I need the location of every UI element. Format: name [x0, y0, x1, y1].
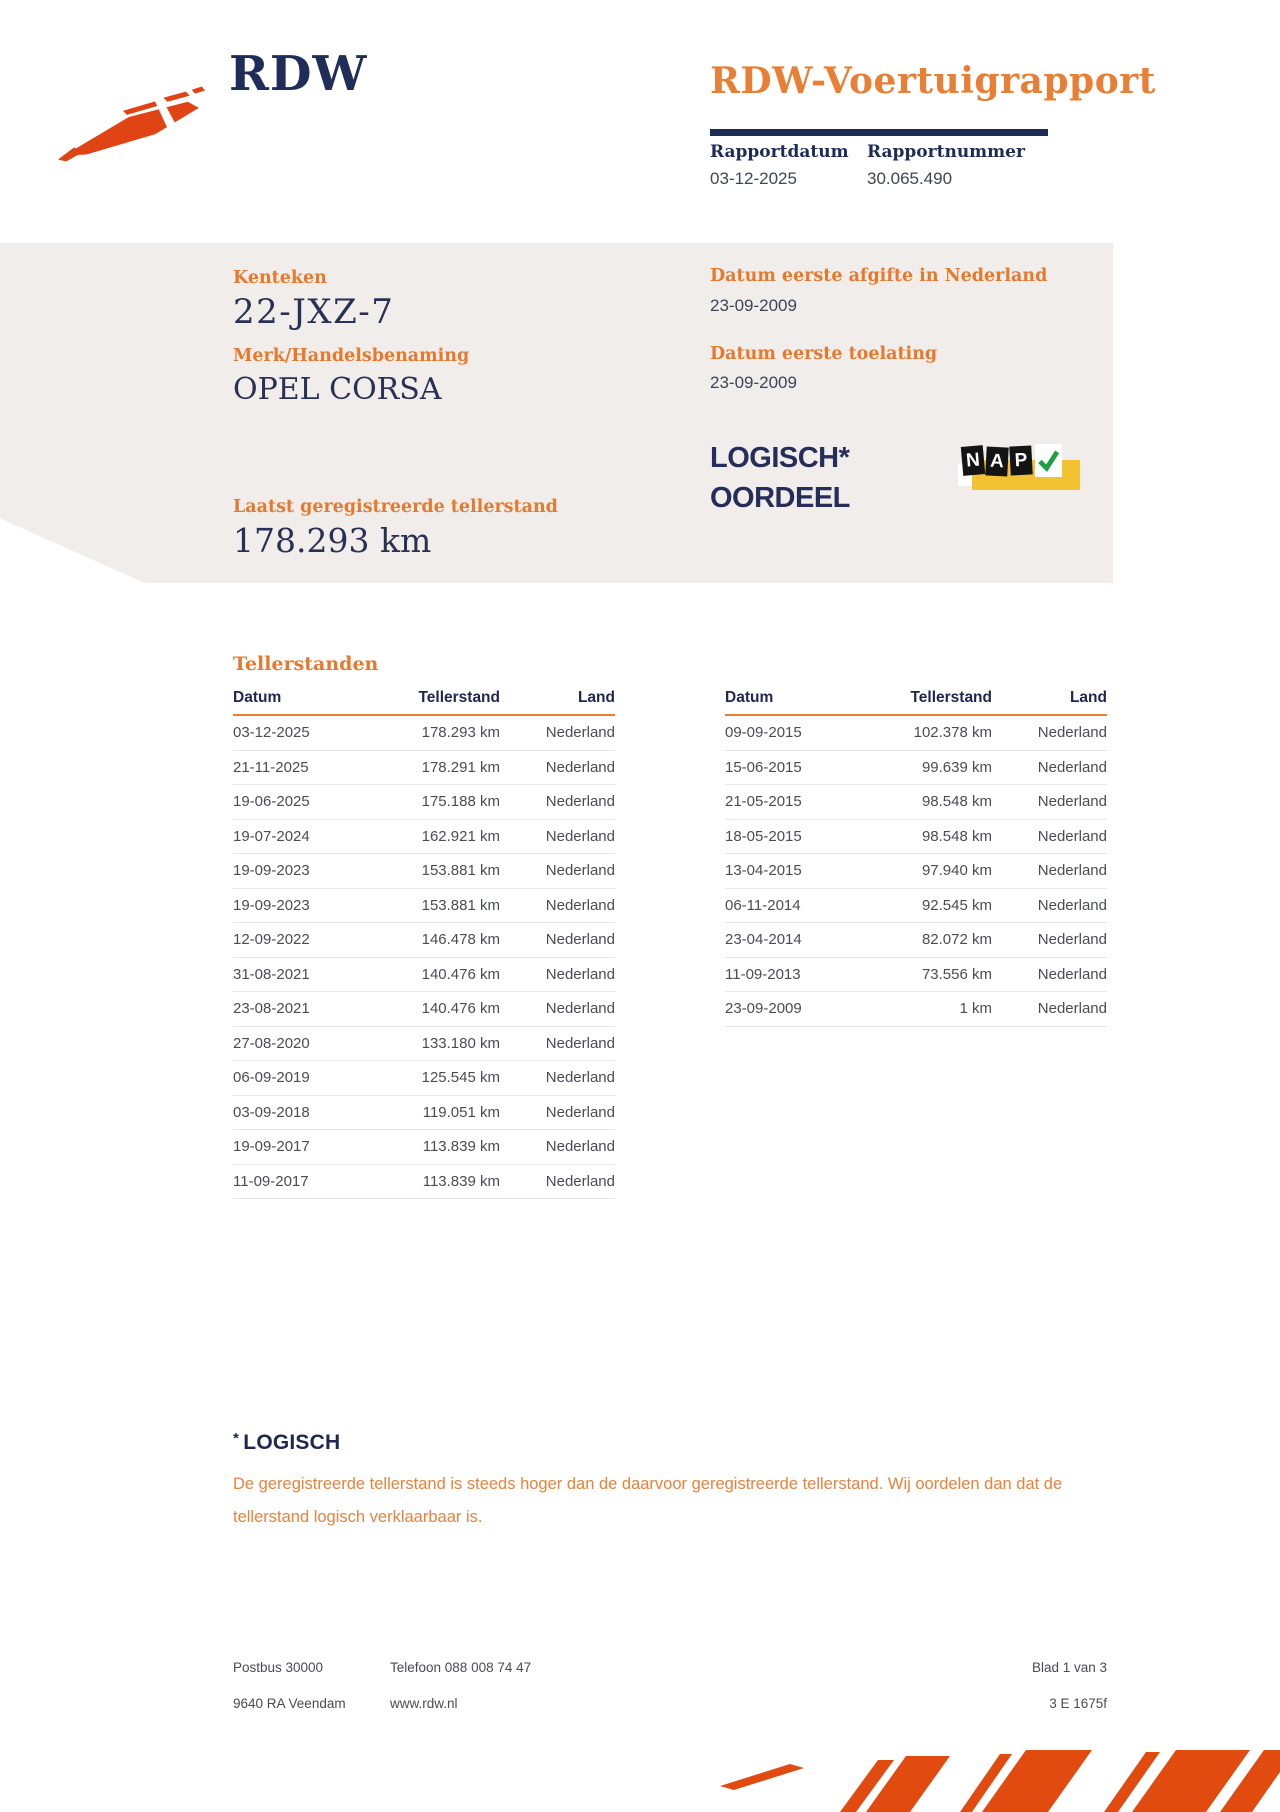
cell-datum: 11-09-2013: [725, 957, 865, 992]
cell-tellerstand: 178.293 km: [373, 715, 500, 750]
cell-land: Nederland: [500, 1164, 615, 1199]
table-row: [233, 992, 615, 1027]
cell-tellerstand: 153.881 km: [373, 888, 500, 923]
cell-datum: 19-06-2025: [233, 785, 373, 820]
cell-datum: 23-09-2009: [725, 992, 865, 1027]
cell-land: Nederland: [500, 1026, 615, 1061]
footer-phone: Telefoon 088 008 74 47: [390, 1660, 532, 1675]
toelating-label: Datum eerste toelating: [710, 344, 938, 364]
cell-land: Nederland: [992, 785, 1107, 820]
logisch-explanation-text: De geregistreerde tellerstand is steeds hoger dan de daarvoor geregistreerde tellerstand. Wij oordelen dan dat de tellerstand logisch verklaarbaar is.: [233, 1475, 1063, 1526]
cell-land: Nederland: [992, 957, 1107, 992]
table-row: [233, 1026, 615, 1061]
cell-land: Nederland: [500, 854, 615, 889]
nap-checkmark-icon: [1035, 444, 1062, 477]
cell-datum: 03-12-2025: [233, 715, 373, 750]
table-row: [725, 888, 1107, 923]
footer-document-code: 3 E 1675f: [1049, 1696, 1107, 1711]
table-row: [233, 888, 615, 923]
cell-land: Nederland: [500, 1061, 615, 1096]
table-header-row: [725, 685, 1107, 715]
table-row: [725, 854, 1107, 889]
nap-letter-p: P: [1009, 445, 1032, 475]
cell-land: Nederland: [500, 1095, 615, 1130]
table-row: [233, 1061, 615, 1096]
table-row: [233, 1095, 615, 1130]
tellerstand-label: Laatst geregistreerde tellerstand: [233, 497, 558, 517]
kenteken-value: 22-JXZ-7: [233, 292, 395, 332]
cell-land: Nederland: [500, 957, 615, 992]
cell-datum: 09-09-2015: [725, 715, 865, 750]
table-row: [725, 750, 1107, 785]
asterisk: *: [233, 1430, 239, 1447]
cell-datum: 18-05-2015: [725, 819, 865, 854]
col-header-datum: Datum: [725, 685, 865, 715]
cell-datum: 19-09-2017: [233, 1130, 373, 1165]
cell-tellerstand: 162.921 km: [373, 819, 500, 854]
col-header-tellerstand: Tellerstand: [373, 685, 500, 715]
table-row: [233, 854, 615, 889]
table-row: [233, 785, 615, 820]
cell-land: Nederland: [500, 785, 615, 820]
kenteken-label: Kenteken: [233, 268, 327, 288]
afgifte-value: 23-09-2009: [710, 296, 797, 315]
cell-tellerstand: 178.291 km: [373, 750, 500, 785]
table-row: [725, 923, 1107, 958]
cell-datum: 23-04-2014: [725, 923, 865, 958]
cell-datum: 12-09-2022: [233, 923, 373, 958]
col-header-datum: Datum: [233, 685, 373, 715]
toelating-value: 23-09-2009: [710, 373, 797, 392]
cell-land: Nederland: [500, 750, 615, 785]
table-row: [233, 1130, 615, 1165]
table-row: [233, 750, 615, 785]
oordeel-verdict: [710, 438, 850, 518]
tellerstanden-heading: Tellerstanden: [233, 653, 379, 675]
table-row: [233, 819, 615, 854]
table-row: [233, 923, 615, 958]
table-row: [233, 715, 615, 750]
col-header-land: Land: [992, 685, 1107, 715]
merk-value: OPEL CORSA: [233, 372, 442, 407]
logisch-word: LOGISCH: [243, 1431, 341, 1454]
header-divider: [710, 129, 1048, 136]
cell-datum: 21-11-2025: [233, 750, 373, 785]
cell-land: Nederland: [500, 715, 615, 750]
table-row: [233, 957, 615, 992]
cell-land: Nederland: [992, 750, 1107, 785]
cell-land: Nederland: [992, 715, 1107, 750]
cell-tellerstand: 125.545 km: [373, 1061, 500, 1096]
table-row: [725, 819, 1107, 854]
nap-letter-n: N: [961, 445, 985, 476]
cell-tellerstand: 98.548 km: [865, 819, 992, 854]
cell-datum: 13-04-2015: [725, 854, 865, 889]
cell-datum: 06-09-2019: [233, 1061, 373, 1096]
cell-tellerstand: 1 km: [865, 992, 992, 1027]
cell-datum: 21-05-2015: [725, 785, 865, 820]
logisch-explanation-heading: [233, 1430, 340, 1455]
footer-address-line1: Postbus 30000: [233, 1660, 324, 1675]
table-header-row: [233, 685, 615, 715]
cell-tellerstand: 97.940 km: [865, 854, 992, 889]
cell-datum: 31-08-2021: [233, 957, 373, 992]
cell-datum: 19-07-2024: [233, 819, 373, 854]
nap-letter-a: A: [985, 446, 1008, 476]
table-row: [725, 992, 1107, 1027]
report-date-value: 03-12-2025: [710, 169, 797, 188]
cell-datum: 19-09-2023: [233, 888, 373, 923]
cell-tellerstand: 92.545 km: [865, 888, 992, 923]
cell-tellerstand: 140.476 km: [373, 957, 500, 992]
vehicle-summary-panel: [0, 243, 1113, 583]
cell-tellerstand: 113.839 km: [373, 1164, 500, 1199]
logo-wordmark: RDW: [229, 46, 368, 102]
cell-tellerstand: 102.378 km: [865, 715, 992, 750]
cell-land: Nederland: [500, 888, 615, 923]
cell-land: Nederland: [992, 819, 1107, 854]
cell-tellerstand: 175.188 km: [373, 785, 500, 820]
cell-land: Nederland: [500, 992, 615, 1027]
cell-tellerstand: 99.639 km: [865, 750, 992, 785]
rdw-feather-logo-icon: [56, 78, 208, 164]
cell-tellerstand: 146.478 km: [373, 923, 500, 958]
odometer-table-left: [233, 685, 615, 1199]
cell-datum: 19-09-2023: [233, 854, 373, 889]
footer-page-number: Blad 1 van 3: [1031, 1660, 1107, 1675]
col-header-tellerstand: Tellerstand: [865, 685, 992, 715]
cell-datum: 03-09-2018: [233, 1095, 373, 1130]
cell-tellerstand: 119.051 km: [373, 1095, 500, 1130]
merk-label: Merk/Handelsbenaming: [233, 346, 470, 366]
cell-land: Nederland: [500, 819, 615, 854]
cell-tellerstand: 82.072 km: [865, 923, 992, 958]
table-row: [725, 715, 1107, 750]
report-date-label: Rapportdatum: [710, 142, 849, 162]
footer-website: www.rdw.nl: [390, 1696, 458, 1711]
cell-datum: 15-06-2015: [725, 750, 865, 785]
cell-tellerstand: 140.476 km: [373, 992, 500, 1027]
table-row: [725, 785, 1107, 820]
cell-land: Nederland: [992, 854, 1107, 889]
tellerstand-value: 178.293 km: [233, 521, 432, 560]
oordeel-line1: LOGISCH*: [710, 442, 850, 474]
oordeel-line2: OORDEEL: [710, 482, 850, 514]
report-number-label: Rapportnummer: [867, 142, 1025, 162]
cell-tellerstand: 113.839 km: [373, 1130, 500, 1165]
cell-datum: 06-11-2014: [725, 888, 865, 923]
report-number-value: 30.065.490: [867, 169, 953, 188]
cell-land: Nederland: [500, 923, 615, 958]
cell-datum: 23-08-2021: [233, 992, 373, 1027]
cell-land: Nederland: [500, 1130, 615, 1165]
cell-tellerstand: 98.548 km: [865, 785, 992, 820]
cell-datum: 27-08-2020: [233, 1026, 373, 1061]
footer-address-line2: 9640 RA Veendam: [233, 1696, 346, 1711]
page-title: RDW-Voertuigrapport: [710, 60, 1156, 102]
cell-datum: 11-09-2017: [233, 1164, 373, 1199]
cell-tellerstand: 133.180 km: [373, 1026, 500, 1061]
cell-tellerstand: 153.881 km: [373, 854, 500, 889]
table-row: [233, 1164, 615, 1199]
col-header-land: Land: [500, 685, 615, 715]
odometer-table-right: [725, 685, 1107, 1027]
rdw-stripes-decoration: [720, 1750, 1280, 1812]
nap-logo: [956, 438, 1086, 496]
afgifte-label: Datum eerste afgifte in Nederland: [710, 266, 1048, 286]
cell-land: Nederland: [992, 923, 1107, 958]
table-row: [725, 957, 1107, 992]
cell-land: Nederland: [992, 888, 1107, 923]
cell-land: Nederland: [992, 992, 1107, 1027]
cell-tellerstand: 73.556 km: [865, 957, 992, 992]
